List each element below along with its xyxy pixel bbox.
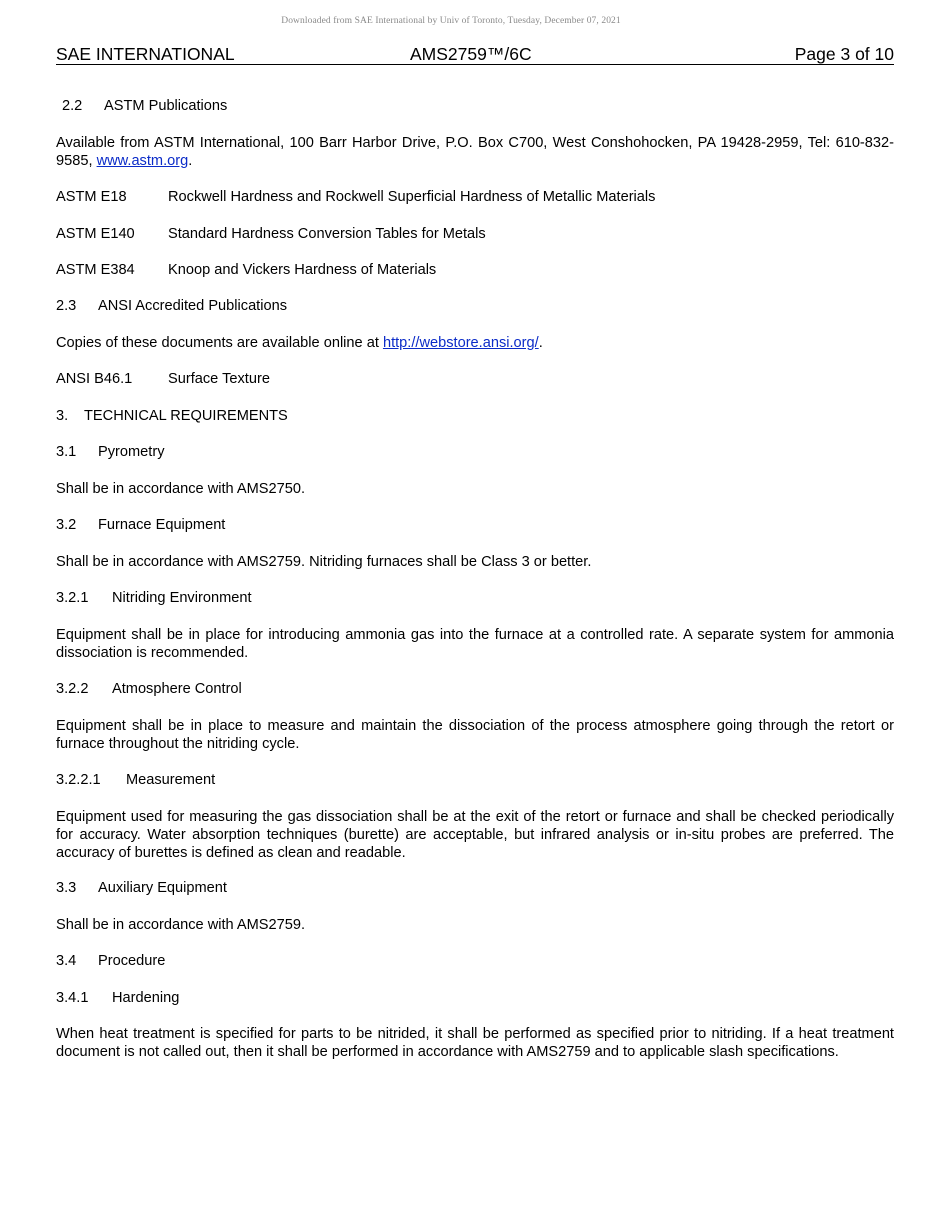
- ansi-webstore-link[interactable]: http://webstore.ansi.org/: [382, 335, 539, 351]
- heading-3: 3. TECHNICAL REQUIREMENTS: [56, 408, 288, 424]
- body-3-2-1: Equipment shall be in place for introducing ammonia gas into the furnace at a controlled rate. A separate system for ammonia dissociation is recommended.: [56, 627, 894, 661]
- body-3-2-2: Equipment shall be in place to measure and maintain the dissociation of the process atmosphere going through the retort or furnace throughout the nitriding cycle.: [56, 718, 894, 752]
- ref-ansi-b46-1: ANSI B46.1 Surface Texture: [56, 371, 270, 387]
- heading-3-2-1: 3.2.1 Nitriding Environment: [56, 590, 252, 606]
- body-3-2-2-1: Equipment used for measuring the gas dissociation shall be at the exit of the retort or furnace and shall be checked periodically for accuracy. Water absorption techniques (burette) are acceptable, but infrared analysis or in-situ probes are preferred. The accuracy of burettes is defined as clean and readable.: [56, 809, 894, 861]
- heading-3-2-2: 3.2.2 Atmosphere Control: [56, 681, 242, 697]
- header-org: SAE INTERNATIONAL: [56, 44, 235, 64]
- heading-3-2-2-1: 3.2.2.1 Measurement: [56, 772, 216, 788]
- heading-3-1: 3.1 Pyrometry: [56, 444, 165, 460]
- download-watermark: Downloaded from SAE International by Univ of Toronto, Tuesday, December 07, 2021: [281, 16, 621, 26]
- page-header: [56, 44, 894, 65]
- body-3-2: Shall be in accordance with AMS2759. Nitriding furnaces shall be Class 3 or better.: [56, 554, 592, 570]
- header-page-number: Page 3 of 10: [794, 44, 894, 64]
- heading-3-4-1: 3.4.1 Hardening: [56, 990, 180, 1006]
- heading-3-2: 3.2 Furnace Equipment: [56, 517, 226, 533]
- ref-astm-e384: ASTM E384 Knoop and Vickers Hardness of Materials: [56, 262, 437, 278]
- body-3-4-1: When heat treatment is specified for parts to be nitrided, it shall be performed as specified prior to nitriding. If a heat treatment document is not called out, then it shall be performed in accordance with AMS2759 and to applicable slash specifications.: [56, 1026, 894, 1060]
- heading-2-3: 2.3 ANSI Accredited Publications: [56, 298, 288, 314]
- ref-astm-e18: ASTM E18 Rockwell Hardness and Rockwell Superficial Hardness of Metallic Materials: [56, 189, 656, 205]
- heading-3-4: 3.4 Procedure: [56, 953, 166, 969]
- body-3-1: Shall be in accordance with AMS2750.: [56, 481, 306, 497]
- ansi-availability: Copies of these documents are available online at http://webstore.ansi.org/.: [56, 335, 543, 351]
- astm-link[interactable]: www.astm.org: [96, 153, 189, 169]
- heading-2-2: 2.2 ASTM Publications: [62, 98, 228, 114]
- header-doc-id: AMS2759™/6C: [410, 44, 532, 64]
- astm-availability: Available from ASTM International, 100 Barr Harbor Drive, P.O. Box C700, West Conshohocken, PA 19428-2959, Tel: 610-832-9585, www.astm.org.: [56, 135, 894, 169]
- ref-astm-e140: ASTM E140 Standard Hardness Conversion Tables for Metals: [56, 226, 486, 242]
- body-3-3: Shall be in accordance with AMS2759.: [56, 917, 306, 933]
- heading-3-3: 3.3 Auxiliary Equipment: [56, 880, 227, 896]
